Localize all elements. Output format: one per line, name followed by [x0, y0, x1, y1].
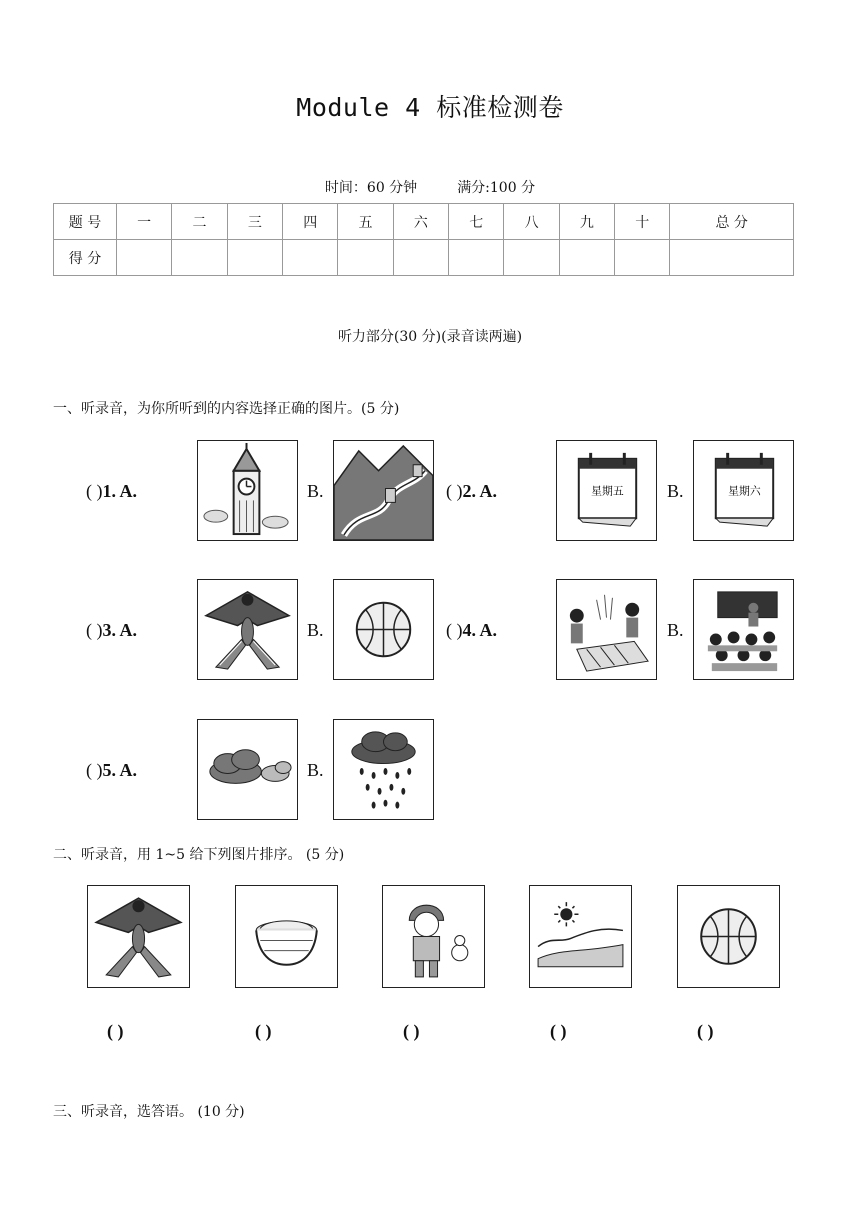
score-col: 八 [504, 204, 559, 240]
q5-option-b-picture [333, 719, 434, 820]
section1-heading: 一、听录音，为你所听到的内容选择正确的图片。(5 分) [53, 401, 400, 417]
score-table-header-row [54, 204, 794, 240]
score-cell [504, 240, 559, 276]
score-cell [670, 240, 794, 276]
score-cell [338, 240, 393, 276]
sort-picture-5 [677, 885, 780, 988]
score-cell [393, 240, 448, 276]
sort-answer-2[interactable]: ( ) [255, 1021, 272, 1041]
score-col: 二 [172, 204, 227, 240]
sort-answer-3[interactable]: ( ) [403, 1021, 420, 1041]
listening-header: 听力部分(30 分)(录音读两遍) [337, 329, 523, 345]
great-wall-icon [334, 441, 433, 540]
score-col: 六 [393, 204, 448, 240]
q5-option-b-label: B. [307, 760, 324, 780]
picnic-icon [557, 580, 656, 679]
q2-option-b-label: B. [667, 481, 684, 501]
q4-option-b-picture [693, 579, 794, 680]
calendar-icon [557, 441, 656, 540]
sort-picture-4 [529, 885, 632, 988]
q2-option-a-picture [556, 440, 657, 541]
score-col: 九 [559, 204, 614, 240]
q1-option-b-label: B. [307, 481, 324, 501]
score-col: 五 [338, 204, 393, 240]
exam-info [0, 177, 860, 197]
score-cell [172, 240, 227, 276]
rice-bowl-icon [236, 886, 337, 987]
q3-option-b-picture [333, 579, 434, 680]
kite-icon [88, 886, 189, 987]
score-table-header-label: 题 号 [54, 204, 117, 240]
score-col: 十 [615, 204, 670, 240]
score-col: 四 [283, 204, 338, 240]
sunny-hills-icon [530, 886, 631, 987]
q4-option-b-label: B. [667, 620, 684, 640]
q1-option-a-picture [197, 440, 298, 541]
big-ben-icon [198, 441, 297, 540]
section3-heading: 三、听录音，选答语。 (10 分) [53, 1104, 245, 1120]
q1-option-b-picture [333, 440, 434, 541]
section2-heading: 二、听录音，用 1~5 给下列图片排序。 (5 分) [53, 847, 345, 863]
cloudy-icon [198, 720, 297, 819]
score-col: 三 [227, 204, 282, 240]
question-5-label: ( )5. A. [86, 760, 138, 780]
cold-child-icon [383, 886, 484, 987]
score-col-total: 总 分 [670, 204, 794, 240]
calendar-icon [694, 441, 793, 540]
kite-icon [198, 580, 297, 679]
score-cell [227, 240, 282, 276]
sort-picture-1 [87, 885, 190, 988]
score-table-score-label: 得 分 [54, 240, 117, 276]
question-2-label: ( )2. A. [446, 481, 498, 501]
question-3-label: ( )3. A. [86, 620, 138, 640]
q4-option-a-picture [556, 579, 657, 680]
rain-icon [334, 720, 433, 819]
question-4-label: ( )4. A. [446, 620, 498, 640]
sort-answer-1[interactable]: ( ) [107, 1021, 124, 1041]
page-title: Module 4 标准检测卷 [296, 93, 564, 122]
basketball-icon [334, 580, 433, 679]
score-col: 一 [117, 204, 172, 240]
score-table [53, 203, 794, 276]
calendar-text: 星期六 [728, 484, 761, 498]
score-cell [449, 240, 504, 276]
classroom-icon [694, 580, 793, 679]
q2-option-b-picture [693, 440, 794, 541]
q3-option-a-picture [197, 579, 298, 680]
score-cell [117, 240, 172, 276]
calendar-text: 星期五 [591, 484, 624, 498]
exam-full-marks: 满分:100 分 [457, 180, 536, 196]
score-cell [559, 240, 614, 276]
score-col: 七 [449, 204, 504, 240]
sort-answer-4[interactable]: ( ) [550, 1021, 567, 1041]
basketball-icon [678, 886, 779, 987]
q5-option-a-picture [197, 719, 298, 820]
sort-answer-5[interactable]: ( ) [697, 1021, 714, 1041]
score-cell [283, 240, 338, 276]
score-table-score-row [54, 240, 794, 276]
sort-picture-2 [235, 885, 338, 988]
score-cell [615, 240, 670, 276]
question-1-label: ( )1. A. [86, 481, 138, 501]
exam-time: 时间：60 分钟 [324, 180, 418, 196]
q3-option-b-label: B. [307, 620, 324, 640]
sort-picture-3 [382, 885, 485, 988]
